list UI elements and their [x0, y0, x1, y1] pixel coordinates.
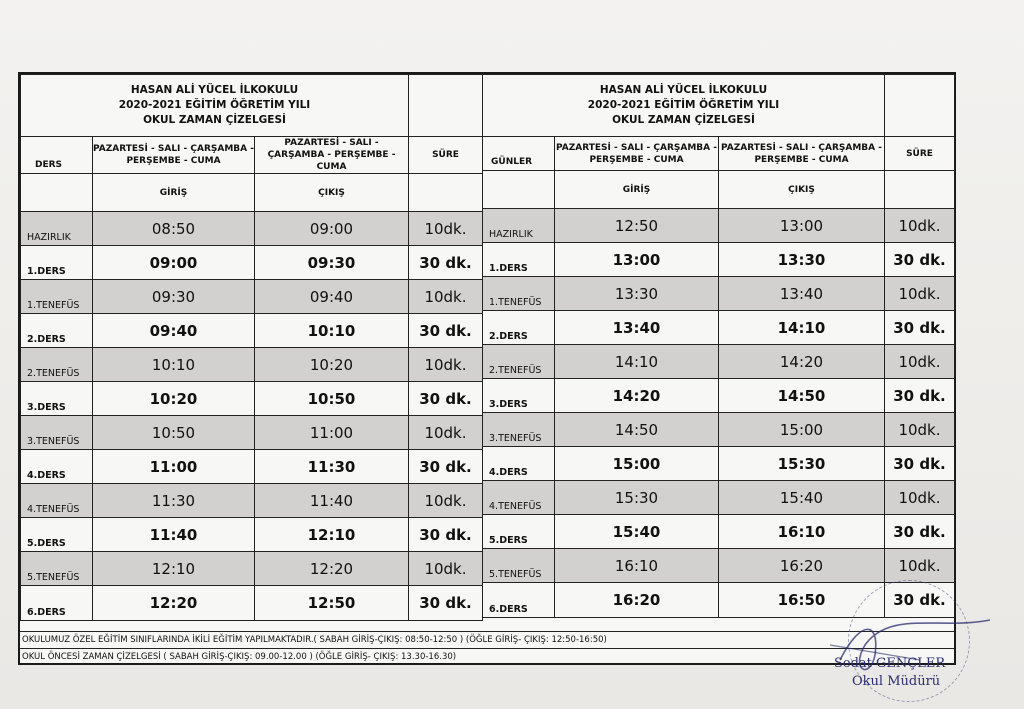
exit-time: 15:30 [719, 447, 885, 481]
period-duration: 30 dk. [409, 314, 483, 348]
period-duration: 30 dk. [885, 379, 955, 413]
entry-time: 08:50 [93, 212, 255, 246]
period-duration: 30 dk. [885, 583, 955, 618]
period-label: 2.TENEFÜS [21, 348, 93, 382]
period-duration: 10dk. [409, 348, 483, 382]
entry-time: 15:30 [555, 481, 719, 515]
morning-schedule-table [20, 74, 483, 621]
period-label: 5.TENEFÜS [483, 549, 555, 583]
period-label: 1.TENEFÜS [483, 277, 555, 311]
exit-time: 10:20 [255, 348, 409, 382]
afternoon-table-title [483, 75, 885, 137]
period-duration: 30 dk. [885, 447, 955, 481]
afternoon-schedule-table [482, 74, 955, 618]
schedule-row [483, 515, 955, 549]
period-duration: 30 dk. [409, 586, 483, 621]
header-empty-cell [885, 75, 955, 137]
schedule-row [21, 280, 483, 314]
exit-time: 12:20 [255, 552, 409, 586]
period-label: 3.TENEFÜS [483, 413, 555, 447]
period-duration: 30 dk. [409, 246, 483, 280]
entry-time: 14:50 [555, 413, 719, 447]
schedule-row [21, 212, 483, 246]
schedule-title: OKUL ZAMAN ÇİZELGESİ [143, 114, 286, 126]
period-label: 2.DERS [21, 314, 93, 348]
period-duration: 10dk. [409, 280, 483, 314]
exit-time: 11:40 [255, 484, 409, 518]
period-duration: 10dk. [885, 345, 955, 379]
note-special-education: OKULUMUZ ÖZEL EĞİTİM SINIFLARINDA İKİLİ EĞİTİM YAPILMAKTADIR.( SABAH GİRİŞ-ÇIKIŞ: 08:50-12:50 ) (ÖĞLE GİRİŞ- ÇIKIŞ: 12:50-16:50) [20, 631, 954, 648]
afternoon-rows [483, 209, 955, 618]
period-label: 6.DERS [21, 586, 93, 621]
duration-header: SÜRE [409, 137, 483, 174]
ders-header: DERS [21, 137, 93, 174]
period-label: 1.DERS [483, 243, 555, 277]
entry-time: 11:40 [93, 518, 255, 552]
duration-header: SÜRE [885, 137, 955, 171]
exit-time: 14:10 [719, 311, 885, 345]
period-label: 4.TENEFÜS [483, 481, 555, 515]
exit-time: 15:40 [719, 481, 885, 515]
period-duration: 30 dk. [885, 243, 955, 277]
school-name: HASAN ALİ YÜCEL İLKOKULU [130, 84, 299, 96]
exit-time: 09:30 [255, 246, 409, 280]
empty-cell [21, 174, 93, 212]
days-header-entry: PAZARTESİ - SALI - ÇARŞAMBA - PERŞEMBE - CUMA [93, 137, 255, 174]
entry-time: 14:20 [555, 379, 719, 413]
period-duration: 10dk. [409, 416, 483, 450]
exit-time: 09:40 [255, 280, 409, 314]
schedule-row [483, 277, 955, 311]
entry-header: GİRİŞ [555, 171, 719, 209]
period-label: 5.DERS [21, 518, 93, 552]
schedule-row [21, 586, 483, 621]
entry-time: 13:00 [555, 243, 719, 277]
period-label: 4.DERS [483, 447, 555, 481]
schedule-sheet [18, 72, 956, 665]
period-duration: 10dk. [885, 413, 955, 447]
schedule-row [483, 549, 955, 583]
period-duration: 10dk. [885, 481, 955, 515]
signature-block [822, 648, 982, 698]
exit-time: 12:50 [255, 586, 409, 621]
entry-time: 12:10 [93, 552, 255, 586]
period-duration: 10dk. [409, 552, 483, 586]
entry-time: 14:10 [555, 345, 719, 379]
period-label: 1.TENEFÜS [21, 280, 93, 314]
period-label: HAZIRLIK [483, 209, 555, 243]
period-label: 4.DERS [21, 450, 93, 484]
signatory-name: Sedat GENÇLER [834, 656, 946, 671]
exit-time: 16:50 [719, 583, 885, 618]
empty-cell [483, 171, 555, 209]
exit-time: 12:10 [255, 518, 409, 552]
exit-header: ÇIKIŞ [255, 174, 409, 212]
days-header-entry: PAZARTESİ - SALI - ÇARŞAMBA - PERŞEMBE - CUMA [555, 137, 719, 171]
schedule-row [483, 413, 955, 447]
entry-time: 09:00 [93, 246, 255, 280]
entry-time: 16:10 [555, 549, 719, 583]
period-label: 4.TENEFÜS [21, 484, 93, 518]
period-label: HAZIRLIK [21, 212, 93, 246]
entry-time: 13:40 [555, 311, 719, 345]
entry-time: 10:10 [93, 348, 255, 382]
entry-time: 13:30 [555, 277, 719, 311]
gunler-header: GÜNLER [483, 137, 555, 171]
entry-time: 11:30 [93, 484, 255, 518]
schedule-row [21, 450, 483, 484]
empty-cell [409, 174, 483, 212]
empty-cell [885, 171, 955, 209]
exit-time: 14:50 [719, 379, 885, 413]
exit-time: 13:30 [719, 243, 885, 277]
entry-time: 11:00 [93, 450, 255, 484]
exit-time: 10:10 [255, 314, 409, 348]
entry-time: 10:50 [93, 416, 255, 450]
schedule-row [21, 348, 483, 382]
period-label: 6.DERS [483, 583, 555, 618]
exit-time: 14:20 [719, 345, 885, 379]
days-header-exit: PAZARTESİ - SALI - ÇARŞAMBA - PERŞEMBE - CUMA [719, 137, 885, 171]
signatory-title: Okul Müdürü [852, 674, 941, 689]
school-year: 2020-2021 EĞİTİM ÖĞRETİM YILI [118, 99, 311, 111]
schedule-row [483, 243, 955, 277]
schedule-title: OKUL ZAMAN ÇİZELGESİ [612, 114, 755, 126]
period-label: 3.TENEFÜS [21, 416, 93, 450]
exit-time: 11:00 [255, 416, 409, 450]
period-label: 3.DERS [483, 379, 555, 413]
schedule-row [483, 481, 955, 515]
note-preschool: OKUL ÖNCESİ ZAMAN ÇİZELGESİ ( SABAH GİRİŞ-ÇIKIŞ: 09.00-12.00 ) (ÖĞLE GİRİŞ- ÇIKIŞ: 13.30-16.30) [20, 648, 954, 665]
exit-time: 11:30 [255, 450, 409, 484]
entry-time: 12:20 [93, 586, 255, 621]
morning-table-title [21, 75, 409, 137]
schedule-row [483, 447, 955, 481]
period-label: 2.TENEFÜS [483, 345, 555, 379]
schedule-row [21, 552, 483, 586]
schedule-row [21, 246, 483, 280]
period-duration: 10dk. [885, 277, 955, 311]
exit-time: 16:10 [719, 515, 885, 549]
period-duration: 30 dk. [885, 311, 955, 345]
days-header-exit: PAZARTESİ - SALI - ÇARŞAMBA - PERŞEMBE - CUMA [255, 137, 409, 174]
entry-time: 10:20 [93, 382, 255, 416]
exit-time: 09:00 [255, 212, 409, 246]
period-duration: 30 dk. [885, 515, 955, 549]
schedule-row [483, 311, 955, 345]
school-name: HASAN ALİ YÜCEL İLKOKULU [599, 84, 768, 96]
exit-time: 13:40 [719, 277, 885, 311]
period-duration: 10dk. [409, 484, 483, 518]
schedule-row [21, 518, 483, 552]
header-empty-cell [409, 75, 483, 137]
entry-time: 15:00 [555, 447, 719, 481]
period-duration: 10dk. [885, 549, 955, 583]
period-label: 5.DERS [483, 515, 555, 549]
period-duration: 10dk. [409, 212, 483, 246]
notes-section [20, 631, 954, 665]
morning-rows [21, 212, 483, 621]
entry-header: GİRİŞ [93, 174, 255, 212]
period-label: 1.DERS [21, 246, 93, 280]
period-duration: 30 dk. [409, 450, 483, 484]
entry-time: 15:40 [555, 515, 719, 549]
schedule-row [483, 345, 955, 379]
period-duration: 10dk. [885, 209, 955, 243]
exit-time: 13:00 [719, 209, 885, 243]
exit-time: 16:20 [719, 549, 885, 583]
exit-time: 15:00 [719, 413, 885, 447]
school-year: 2020-2021 EĞİTİM ÖĞRETİM YILI [587, 99, 780, 111]
schedule-row [483, 379, 955, 413]
schedule-row [21, 314, 483, 348]
exit-header: ÇIKIŞ [719, 171, 885, 209]
schedule-row [21, 382, 483, 416]
period-duration: 30 dk. [409, 518, 483, 552]
entry-time: 16:20 [555, 583, 719, 618]
schedule-row [21, 416, 483, 450]
exit-time: 10:50 [255, 382, 409, 416]
entry-time: 09:30 [93, 280, 255, 314]
schedule-row [21, 484, 483, 518]
entry-time: 12:50 [555, 209, 719, 243]
entry-time: 09:40 [93, 314, 255, 348]
period-label: 2.DERS [483, 311, 555, 345]
period-label: 3.DERS [21, 382, 93, 416]
schedule-row [483, 209, 955, 243]
period-duration: 30 dk. [409, 382, 483, 416]
period-label: 5.TENEFÜS [21, 552, 93, 586]
